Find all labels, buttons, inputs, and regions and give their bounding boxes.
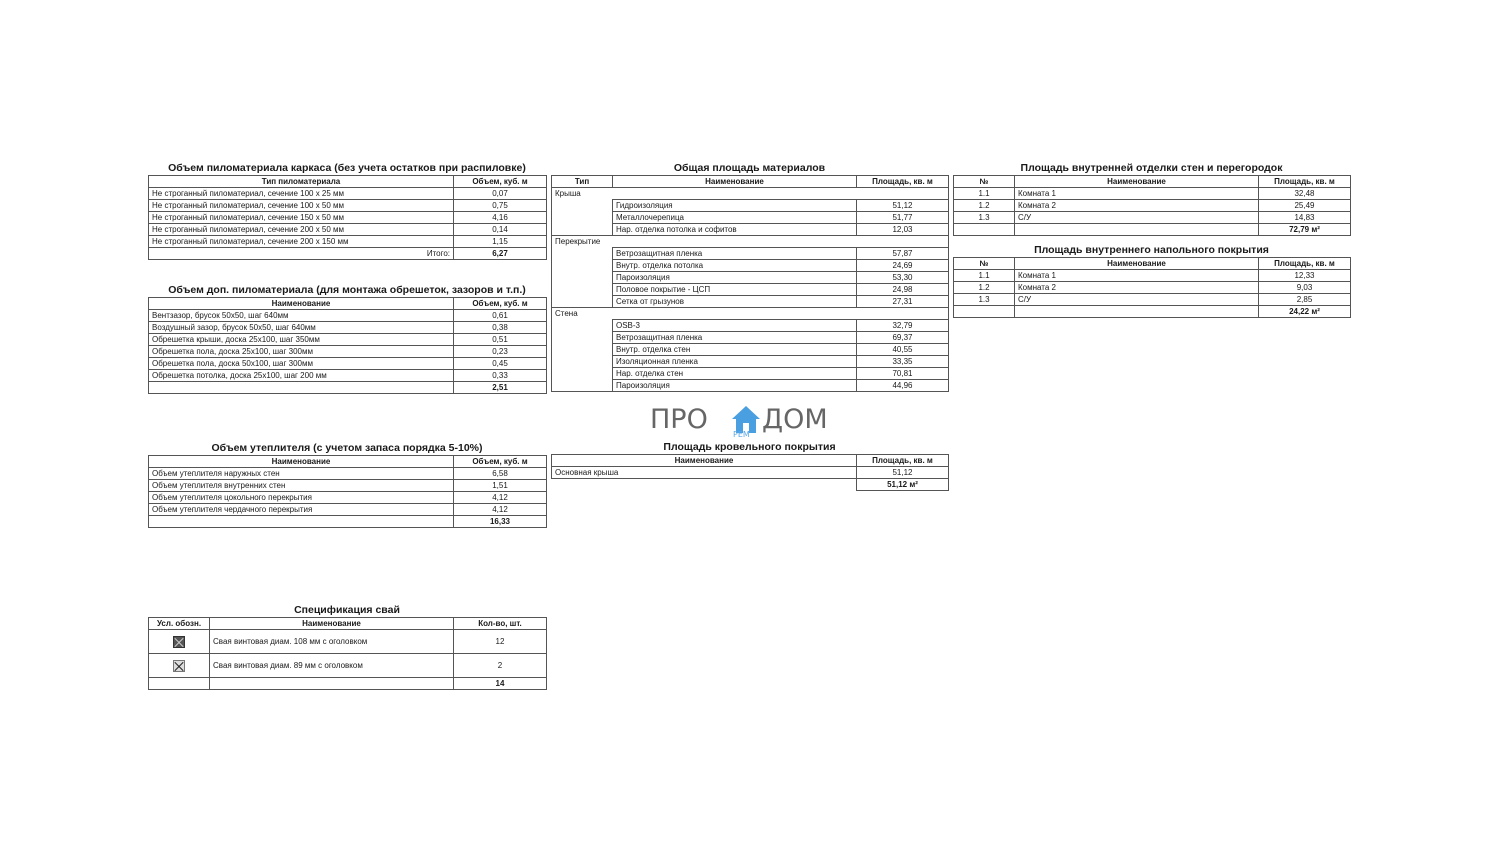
- total-row: [552, 479, 949, 491]
- cell-number: 1.3: [954, 212, 1015, 224]
- cell-name: Половое покрытие - ЦСП: [613, 284, 857, 296]
- cell-area: 51,77: [857, 212, 949, 224]
- cell-name: Комната 1: [1015, 270, 1259, 282]
- table-row: [954, 294, 1351, 306]
- group-spacer: [552, 368, 613, 380]
- table-header-row: [954, 258, 1351, 270]
- column-header: Тип: [552, 176, 613, 188]
- table-header-row: [149, 456, 547, 468]
- column-header: Наименование: [149, 456, 454, 468]
- pile-symbol-cell: [149, 630, 210, 654]
- insulation-section: [148, 442, 546, 528]
- cell-name: Гидроизоляция: [613, 200, 857, 212]
- cell-name: Свая винтовая диам. 89 мм с оголовком: [210, 654, 454, 678]
- column-header: Объем, куб. м: [454, 298, 547, 310]
- floor-cover-table: [953, 257, 1351, 318]
- table-row: [552, 380, 949, 392]
- cell-name: Комната 2: [1015, 282, 1259, 294]
- cell-name: Ветрозащитная пленка: [613, 248, 857, 260]
- table-row: [552, 284, 949, 296]
- table-row: [552, 344, 949, 356]
- cell-name: Металлочерепица: [613, 212, 857, 224]
- cell-qty: 2: [454, 654, 547, 678]
- cell-name: Не строганный пиломатериал, сечение 150 х 50 мм: [149, 212, 454, 224]
- table-row: [552, 332, 949, 344]
- pile-filled-icon: [173, 636, 185, 648]
- table-row: [552, 272, 949, 284]
- total-row: [149, 516, 547, 528]
- group-type: Стена: [552, 308, 949, 320]
- cell-name: Не строганный пиломатериал, сечение 100 х 25 мм: [149, 188, 454, 200]
- table-row: [149, 630, 547, 654]
- roof-area-title: Площадь кровельного покрытия: [663, 441, 836, 453]
- column-header: Наименование: [210, 618, 454, 630]
- table-row: [552, 200, 949, 212]
- brand-logo: [650, 402, 850, 442]
- table-row: [552, 224, 949, 236]
- total-label: [149, 382, 454, 394]
- group-spacer: [552, 224, 613, 236]
- cell-name: Свая винтовая диам. 108 мм с оголовком: [210, 630, 454, 654]
- cell-area: 57,87: [857, 248, 949, 260]
- cell-name: С/У: [1015, 212, 1259, 224]
- cell-area: 51,12: [857, 200, 949, 212]
- wall-finish-section: [953, 162, 1350, 236]
- table-header-row: [149, 298, 547, 310]
- table-row: [954, 200, 1351, 212]
- cell-name: Пароизоляция: [613, 272, 857, 284]
- cell-area: 40,55: [857, 344, 949, 356]
- floor-cover-section: [953, 244, 1350, 318]
- cell-area: 51,12: [857, 467, 949, 479]
- group-spacer: [552, 320, 613, 332]
- piles-section: [148, 604, 546, 690]
- group-spacer: [552, 380, 613, 392]
- cell-number: 1.2: [954, 200, 1015, 212]
- table-row: [149, 480, 547, 492]
- lumber-extra-title: Объем доп. пиломатериала (для монтажа обрешеток, зазоров и т.п.): [168, 284, 526, 296]
- total-value: 72,79 м²: [1259, 224, 1351, 236]
- table-header-row: [954, 176, 1351, 188]
- cell-name: Воздушный зазор, брусок 50х50, шаг 640мм: [149, 322, 454, 334]
- column-header: №: [954, 176, 1015, 188]
- total-value: 16,33: [454, 516, 547, 528]
- table-row: [149, 504, 547, 516]
- group-spacer: [552, 200, 613, 212]
- materials-area-title: Общая площадь материалов: [673, 162, 826, 174]
- cell-area: 44,96: [857, 380, 949, 392]
- cell-name: Объем утеплителя внутренних стен: [149, 480, 454, 492]
- table-row: [149, 236, 547, 248]
- lumber-frame-title: Объем пиломатериала каркаса (без учета остатков при распиловке): [168, 162, 526, 174]
- column-header: Объем, куб. м: [454, 176, 547, 188]
- table-row: [954, 212, 1351, 224]
- cell-name: Изоляционная пленка: [613, 356, 857, 368]
- group-spacer: [552, 272, 613, 284]
- cell-name: Внутр. отделка потолка: [613, 260, 857, 272]
- table-row: [552, 467, 949, 479]
- group-spacer: [552, 296, 613, 308]
- cell-name: Пароизоляция: [613, 380, 857, 392]
- total-label: [149, 516, 454, 528]
- cell-name: Обрешетка пола, доска 50х100, шаг 300мм: [149, 358, 454, 370]
- table-header-row: [149, 618, 547, 630]
- cell-number: 1.3: [954, 294, 1015, 306]
- total-value: 6,27: [454, 248, 547, 260]
- table-header-row: [552, 455, 949, 467]
- group-row: [552, 308, 949, 320]
- cell-area: 12,33: [1259, 270, 1351, 282]
- table-row: [954, 282, 1351, 294]
- cell-area: 27,31: [857, 296, 949, 308]
- column-header: Площадь, кв. м: [1259, 258, 1351, 270]
- cell-name: Объем утеплителя чердачного перекрытия: [149, 504, 454, 516]
- cell-number: 1.1: [954, 270, 1015, 282]
- logo-small-text: РЕМ: [733, 430, 750, 439]
- total-row: [954, 306, 1351, 318]
- cell-number: 1.1: [954, 188, 1015, 200]
- cell-name: Не строганный пиломатериал, сечение 100 х 50 мм: [149, 200, 454, 212]
- table-row: [552, 248, 949, 260]
- cell-name: Сетка от грызунов: [613, 296, 857, 308]
- cell-name: Обрешетка потолка, доска 25х100, шаг 200 мм: [149, 370, 454, 382]
- column-header: Наименование: [552, 455, 857, 467]
- cell-name: Обрешетка крыши, доска 25х100, шаг 350мм: [149, 334, 454, 346]
- table-row: [149, 358, 547, 370]
- group-spacer: [552, 248, 613, 260]
- column-header: Кол-во, шт.: [454, 618, 547, 630]
- column-header: Наименование: [149, 298, 454, 310]
- cell-name: Ветрозащитная пленка: [613, 332, 857, 344]
- group-spacer: [552, 284, 613, 296]
- wall-finish-table: [953, 175, 1351, 236]
- group-spacer: [552, 332, 613, 344]
- cell-area: 12,03: [857, 224, 949, 236]
- table-row: [552, 368, 949, 380]
- cell-name: Не строганный пиломатериал, сечение 200 х 50 мм: [149, 224, 454, 236]
- group-spacer: [552, 260, 613, 272]
- group-spacer: [552, 344, 613, 356]
- table-row: [149, 224, 547, 236]
- cell-area: 32,79: [857, 320, 949, 332]
- logo-word-pro: ПРО: [650, 404, 708, 435]
- table-header-row: [552, 176, 949, 188]
- cell-name: Вентзазор, брусок 50х50, шаг 640мм: [149, 310, 454, 322]
- column-header: Наименование: [1015, 176, 1259, 188]
- total-value: 2,51: [454, 382, 547, 394]
- table-row: [149, 310, 547, 322]
- cell-volume: 0,75: [454, 200, 547, 212]
- table-row: [149, 654, 547, 678]
- insulation-table: [148, 455, 547, 528]
- lumber-extra-table: [148, 297, 547, 394]
- cell-name: Комната 2: [1015, 200, 1259, 212]
- table-row: [149, 468, 547, 480]
- table-row: [149, 334, 547, 346]
- cell-name: Внутр. отделка стен: [613, 344, 857, 356]
- total-value: 24,22 м²: [1259, 306, 1351, 318]
- cell-name: С/У: [1015, 294, 1259, 306]
- pile-outline-icon: [173, 660, 185, 672]
- column-header: Площадь, кв. м: [857, 176, 949, 188]
- cell-area: 25,49: [1259, 200, 1351, 212]
- piles-title: Спецификация свай: [294, 604, 400, 616]
- cell-name: Обрешетка пола, доска 25х100, шаг 300мм: [149, 346, 454, 358]
- cell-volume: 1,15: [454, 236, 547, 248]
- roof-area-table: [551, 454, 949, 491]
- group-row: [552, 188, 949, 200]
- cell-volume: 0,61: [454, 310, 547, 322]
- empty-cell: [954, 224, 1015, 236]
- column-header: Наименование: [1015, 258, 1259, 270]
- lumber-frame-table: [148, 175, 547, 260]
- materials-area-section: [551, 162, 948, 392]
- roof-area-section: [551, 441, 948, 491]
- lumber-frame-section: [148, 162, 546, 260]
- piles-table: [148, 617, 547, 690]
- logo-word-dom: ДОМ: [762, 404, 828, 435]
- table-row: [149, 346, 547, 358]
- cell-volume: 4,12: [454, 504, 547, 516]
- materials-area-table: [551, 175, 949, 392]
- total-row: [149, 248, 547, 260]
- empty-cell: [954, 306, 1015, 318]
- table-row: [552, 356, 949, 368]
- cell-volume: 6,58: [454, 468, 547, 480]
- cell-area: 32,48: [1259, 188, 1351, 200]
- total-label: Итого:: [149, 248, 454, 260]
- total-value: 14: [454, 678, 547, 690]
- cell-area: 14,83: [1259, 212, 1351, 224]
- cell-volume: 4,12: [454, 492, 547, 504]
- cell-volume: 4,16: [454, 212, 547, 224]
- group-spacer: [552, 212, 613, 224]
- cell-name: Основная крыша: [552, 467, 857, 479]
- cell-area: 33,35: [857, 356, 949, 368]
- column-header: Площадь, кв. м: [1259, 176, 1351, 188]
- cell-name: OSB-3: [613, 320, 857, 332]
- cell-qty: 12: [454, 630, 547, 654]
- table-row: [552, 260, 949, 272]
- empty-cell: [149, 678, 210, 690]
- cell-name: Не строганный пиломатериал, сечение 200 х 150 мм: [149, 236, 454, 248]
- table-row: [954, 188, 1351, 200]
- cell-area: 24,98: [857, 284, 949, 296]
- cell-name: Нар. отделка потолка и софитов: [613, 224, 857, 236]
- column-header: Усл. обозн.: [149, 618, 210, 630]
- group-row: [552, 236, 949, 248]
- column-header: Тип пиломатериала: [149, 176, 454, 188]
- lumber-extra-section: [148, 284, 546, 394]
- cell-name: Нар. отделка стен: [613, 368, 857, 380]
- cell-name: Объем утеплителя наружных стен: [149, 468, 454, 480]
- empty-cell: [1015, 306, 1259, 318]
- floor-cover-title: Площадь внутреннего напольного покрытия: [1034, 244, 1269, 256]
- table-row: [552, 320, 949, 332]
- cell-volume: 0,07: [454, 188, 547, 200]
- table-row: [149, 212, 547, 224]
- total-value: 51,12 м²: [857, 479, 949, 491]
- total-row: [149, 678, 547, 690]
- cell-area: 2,85: [1259, 294, 1351, 306]
- insulation-title: Объем утеплителя (с учетом запаса порядка 5-10%): [211, 442, 483, 454]
- total-row: [954, 224, 1351, 236]
- cell-name: Объем утеплителя цокольного перекрытия: [149, 492, 454, 504]
- cell-volume: 0,45: [454, 358, 547, 370]
- empty-cell: [210, 678, 454, 690]
- cell-volume: 0,14: [454, 224, 547, 236]
- cell-area: 53,30: [857, 272, 949, 284]
- empty-cell: [1015, 224, 1259, 236]
- pile-symbol-cell: [149, 654, 210, 678]
- cell-volume: 0,33: [454, 370, 547, 382]
- table-row: [149, 200, 547, 212]
- column-header: Наименование: [613, 176, 857, 188]
- cell-volume: 0,38: [454, 322, 547, 334]
- column-header: Площадь, кв. м: [857, 455, 949, 467]
- table-row: [149, 492, 547, 504]
- table-row: [954, 270, 1351, 282]
- cell-area: 69,37: [857, 332, 949, 344]
- group-type: Крыша: [552, 188, 949, 200]
- total-label: [552, 479, 857, 491]
- column-header: №: [954, 258, 1015, 270]
- total-row: [149, 382, 547, 394]
- cell-number: 1.2: [954, 282, 1015, 294]
- cell-volume: 0,51: [454, 334, 547, 346]
- table-header-row: [149, 176, 547, 188]
- cell-name: Комната 1: [1015, 188, 1259, 200]
- table-row: [149, 188, 547, 200]
- wall-finish-title: Площадь внутренней отделки стен и перегородок: [1020, 162, 1283, 174]
- group-spacer: [552, 356, 613, 368]
- cell-area: 9,03: [1259, 282, 1351, 294]
- cell-area: 70,81: [857, 368, 949, 380]
- cell-area: 24,69: [857, 260, 949, 272]
- table-row: [552, 296, 949, 308]
- table-row: [149, 322, 547, 334]
- table-row: [149, 370, 547, 382]
- group-type: Перекрытие: [552, 236, 949, 248]
- cell-volume: 0,23: [454, 346, 547, 358]
- cell-volume: 1,51: [454, 480, 547, 492]
- table-row: [552, 212, 949, 224]
- column-header: Объем, куб. м: [454, 456, 547, 468]
